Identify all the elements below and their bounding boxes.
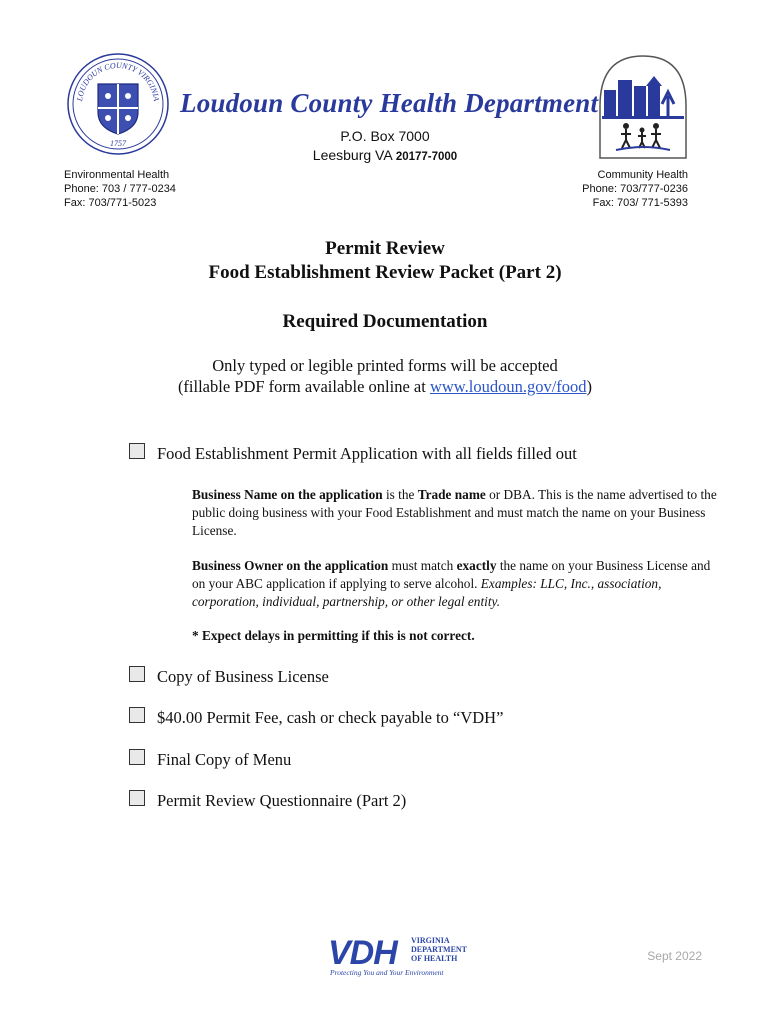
notice-line-1: Only typed or legible printed forms will be accepted <box>212 356 558 375</box>
vdh-tagline: Protecting You and Your Environment <box>330 968 444 977</box>
bo-bold-1: Business Owner on the application <box>192 558 389 573</box>
item-business-license: Copy of Business License <box>157 667 329 686</box>
community-health-contact <box>582 168 688 210</box>
seal-motto-text: LOUDOUN COUNTY VIRGINIA <box>75 60 161 102</box>
env-label: Environmental Health <box>64 169 170 181</box>
bo-examples: Examples: LLC, Inc., association, corporation, individual, partnership, or other legal entity. <box>192 576 662 609</box>
bn-bold-2: Trade name <box>417 487 486 502</box>
food-page-link[interactable]: www.loudoun.gov/food <box>429 377 587 396</box>
bn-text-2: or DBA. This is the name advertised to the public doing business with your Food Establishment and must match the name on your Business License. <box>192 487 717 538</box>
vdh-logo <box>328 933 468 979</box>
title-permit-review: Permit Review <box>325 238 445 259</box>
item-permit-fee: $40.00 Permit Fee, cash or check payable to “VDH” <box>157 708 504 727</box>
notice-prefix: (fillable PDF form available online at <box>177 377 430 396</box>
revision-date: Sept 2022 <box>647 949 702 963</box>
comm-phone: Phone: 703/777-0236 <box>582 183 688 195</box>
comm-label: Community Health <box>597 169 688 181</box>
vdh-line-2: DEPARTMENT <box>411 945 468 954</box>
bo-text-1: must match <box>388 558 457 573</box>
bn-bold-1: Business Name on the application <box>192 487 383 502</box>
comm-fax: Fax: 703/ 771-5393 <box>592 197 688 209</box>
notice-line-2 <box>0 377 770 397</box>
item-questionnaire: Permit Review Questionnaire (Part 2) <box>157 791 407 810</box>
title-review-packet: Food Establishment Review Packet (Part 2) <box>208 262 562 283</box>
bn-text-1: is the <box>382 487 418 502</box>
bo-text-2: the name on your Business License and on your ABC application if applying to serve alcohol. <box>192 558 711 591</box>
checkbox-business-license[interactable] <box>129 666 145 682</box>
zip-code: 20177-7000 <box>395 151 458 163</box>
vdh-mark: VDH <box>328 934 397 972</box>
environmental-health-contact <box>64 168 176 210</box>
po-box: P.O. Box 7000 <box>340 128 430 144</box>
city: Leesburg VA <box>312 147 396 163</box>
community-health-logo <box>596 52 690 162</box>
env-fax: Fax: 703/771-5023 <box>64 197 157 209</box>
seal-year: 1757 <box>110 139 126 148</box>
bo-bold-2: exactly <box>456 558 497 573</box>
item-menu: Final Copy of Menu <box>157 750 292 769</box>
department-title: Loudoun County Health Department <box>180 88 599 118</box>
item-permit-application: Food Establishment Permit Application with all fields filled out <box>157 444 577 463</box>
env-phone: Phone: 703 / 777-0234 <box>64 183 176 195</box>
business-owner-note <box>192 557 722 611</box>
title-required-documentation: Required Documentation <box>282 311 488 332</box>
checkbox-menu[interactable] <box>129 749 145 765</box>
checkbox-permit-fee[interactable] <box>129 707 145 723</box>
vdh-line-1: VIRGINIA <box>411 936 450 945</box>
business-name-note <box>192 486 722 540</box>
checkbox-questionnaire[interactable] <box>129 790 145 806</box>
delay-warning: * Expect delays in permitting if this is not correct. <box>192 628 475 643</box>
notice-suffix: ) <box>586 377 593 396</box>
checkbox-permit-application[interactable] <box>129 443 145 459</box>
vdh-line-3: OF HEALTH <box>411 954 458 963</box>
